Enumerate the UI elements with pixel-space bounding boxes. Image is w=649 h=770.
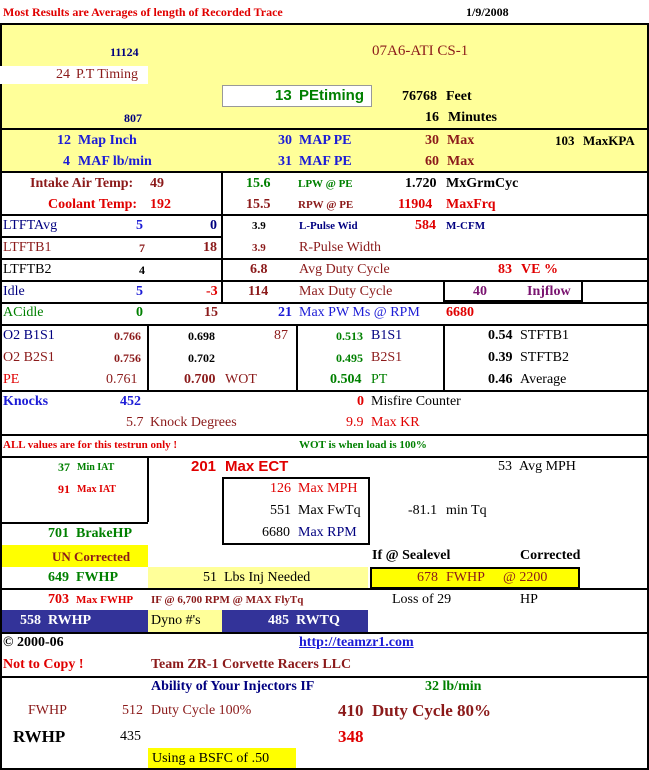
minutes-value: 16 xyxy=(425,110,439,125)
max30-value: 30 xyxy=(425,133,439,148)
lpw-label: LPW @ PE xyxy=(298,178,353,190)
ltft-avg-b: 0 xyxy=(210,218,217,233)
divider xyxy=(296,324,298,390)
max-pw-value: 21 xyxy=(278,305,292,320)
average-label: Average xyxy=(520,372,567,387)
lpulse-label: L-Pulse Wid xyxy=(299,220,358,232)
idle-a: 5 xyxy=(136,284,143,299)
max-rpm-label: Max RPM xyxy=(298,525,357,540)
knock-degrees-label: Knock Degrees xyxy=(150,415,237,430)
max-pw-label: Max PW Ms @ RPM xyxy=(299,305,420,320)
divider xyxy=(0,128,649,130)
footer-fwhp-label: FWHP xyxy=(28,703,67,718)
acidle-b: 15 xyxy=(204,305,218,320)
injflow-value: 40 xyxy=(473,284,487,299)
max-iat-value: 91 xyxy=(58,482,70,496)
maxkpa-value: 103 xyxy=(555,133,575,148)
maf-pe-label: MAF PE xyxy=(299,154,352,169)
lpulse-value: 3.9 xyxy=(252,220,266,232)
map-inch-value: 12 xyxy=(57,133,71,148)
max-kr-label: Max KR xyxy=(371,415,420,430)
if-sealevel-label: If @ Sealevel xyxy=(372,548,451,563)
map-pe-value: 30 xyxy=(278,133,292,148)
not-to-copy: Not to Copy ! xyxy=(3,657,84,672)
rwtq-value: 485 xyxy=(268,613,289,628)
if-6700-label: IF @ 6,700 RPM @ MAX FlyTq xyxy=(151,594,304,606)
val807: 807 xyxy=(124,111,142,125)
pt-timing-value: 24 xyxy=(56,67,70,82)
max-fwhp-value: 703 xyxy=(48,592,69,607)
r-b1s1-value: 0.513 xyxy=(336,329,363,343)
o2-pe-label: PE xyxy=(3,372,20,387)
acidle-label: ACidle xyxy=(3,305,44,320)
rpulse-value: 3.9 xyxy=(252,242,266,254)
max-ect-label: Max ECT xyxy=(225,458,289,475)
bsfc-label: Using a BSFC of .50 xyxy=(152,751,270,766)
rwtq-label: RWTQ xyxy=(296,613,340,628)
stftb2-value: 0.39 xyxy=(488,350,513,365)
corrected-fwhp-rpm: @ 2200 xyxy=(503,570,548,585)
max-fwtq-label: Max FwTq xyxy=(298,503,361,518)
min-iat-value: 37 xyxy=(58,460,70,474)
corrected-label: Corrected xyxy=(520,548,581,563)
divider xyxy=(0,632,649,634)
lpw-value: 15.6 xyxy=(246,176,271,191)
inj-needed-label: Lbs Inj Needed xyxy=(224,570,311,585)
stftb2-label: STFTB2 xyxy=(520,350,570,365)
max-duty-value: 114 xyxy=(248,284,269,299)
duty-80-value: 410 xyxy=(338,701,364,720)
coolant-label: Coolant Temp: xyxy=(48,197,138,212)
rwhp-label: RWHP xyxy=(48,613,92,628)
o2-b1s1-a: 0.766 xyxy=(114,329,141,343)
wot-note: WOT is when load is 100% xyxy=(299,439,427,451)
divider xyxy=(0,324,649,326)
mxgrmcyc-value: 1.720 xyxy=(405,176,437,191)
pt-timing-label: P.T Timing xyxy=(76,67,139,82)
max-pw-rpm: 6680 xyxy=(446,305,474,320)
misfire-value: 0 xyxy=(357,394,364,409)
feet-value: 76768 xyxy=(402,89,437,104)
max-mph-label: Max MPH xyxy=(298,481,358,496)
ltft-avg-label: LTFTAvg xyxy=(3,218,58,233)
ve-value: 83 xyxy=(498,262,512,277)
rpulse-label: R-Pulse Width xyxy=(299,240,382,255)
max-kr-value: 9.9 xyxy=(346,415,364,430)
header-date: 1/9/2008 xyxy=(466,5,509,19)
ve-label: VE % xyxy=(521,262,558,277)
corrected-fwhp-value: 678 xyxy=(417,570,438,585)
max-fwtq-value: 551 xyxy=(270,503,291,518)
min-tq-value: -81.1 xyxy=(408,503,438,518)
mcfm-value: 584 xyxy=(415,218,436,233)
avg-duty-value: 6.8 xyxy=(250,262,268,277)
teamzr1-link[interactable]: http://teamzr1.com xyxy=(299,635,414,650)
divider xyxy=(0,214,649,216)
inj-needed-value: 51 xyxy=(203,570,217,585)
divider xyxy=(147,324,149,390)
duty-100-label: Duty Cycle 100% xyxy=(151,703,252,718)
coolant-value: 192 xyxy=(150,197,171,212)
maf-pe-value: 31 xyxy=(278,154,292,169)
max-duty-label: Max Duty Cycle xyxy=(299,284,393,299)
duty-80-label: Duty Cycle 80% xyxy=(372,701,491,720)
ability-label: Ability of Your Injectors IF xyxy=(151,679,315,694)
divider xyxy=(0,236,222,238)
ltft-avg-a: 5 xyxy=(136,218,143,233)
brake-hp-label: BrakeHP xyxy=(76,526,132,541)
max-mph-value: 126 xyxy=(270,481,291,496)
footer-fwhp-value: 512 xyxy=(122,703,143,718)
rpw-value: 15.5 xyxy=(246,197,271,212)
avg-mph-label: Avg MPH xyxy=(519,459,576,474)
o2-b2s1-label: O2 B2S1 xyxy=(3,350,55,365)
idle-b: -3 xyxy=(206,284,218,299)
brake-hp-value: 701 xyxy=(48,526,69,541)
ltftb1-label: LTFTB1 xyxy=(3,240,52,255)
o2-b2s1-a: 0.756 xyxy=(114,351,141,365)
pt-value: 0.504 xyxy=(330,372,362,387)
misfire-label: Misfire Counter xyxy=(371,394,461,409)
max30-label: Max xyxy=(447,133,475,148)
ltftb1-b: 18 xyxy=(203,240,217,255)
minutes-label: Minutes xyxy=(448,110,497,125)
average-value: 0.46 xyxy=(488,372,513,387)
min-tq-label: min Tq xyxy=(446,503,487,518)
divider xyxy=(0,23,649,25)
copyright: © 2000-06 xyxy=(3,635,64,650)
max-rpm-value: 6680 xyxy=(262,525,290,540)
all-values-note: ALL values are for this testrun only ! xyxy=(3,439,178,451)
divider xyxy=(221,171,223,303)
wot-value: 0.700 xyxy=(184,372,216,387)
divider xyxy=(0,280,649,282)
o2-b1s1-b: 0.698 xyxy=(188,329,215,343)
fwhp-value: 649 xyxy=(48,570,69,585)
mxgrmcyc-label: MxGrmCyc xyxy=(446,176,519,191)
divider xyxy=(0,456,649,458)
o2-pe-a: 0.761 xyxy=(106,372,138,387)
header-title: Most Results are Averages of length of Recorded Trace xyxy=(3,5,283,19)
divider xyxy=(0,171,649,173)
pt-label: PT xyxy=(371,372,388,387)
team-name: Team ZR-1 Corvette Racers LLC xyxy=(151,657,352,672)
divider xyxy=(0,588,649,590)
ltftb1-a: 7 xyxy=(139,241,145,255)
r-b1s1-label: B1S1 xyxy=(371,328,403,343)
maxfrq-value: 11904 xyxy=(398,197,433,212)
acidle-a: 0 xyxy=(136,305,143,320)
lb-min-label: 32 lb/min xyxy=(425,679,482,694)
footer-rwhp-80: 348 xyxy=(338,727,364,746)
stftb1-label: STFTB1 xyxy=(520,328,570,343)
rwhp-value: 558 xyxy=(20,613,41,628)
footer-rwhp-value: 435 xyxy=(120,729,141,744)
divider xyxy=(0,302,649,304)
rpw-label: RPW @ PE xyxy=(298,199,354,211)
fwhp-label: FWHP xyxy=(76,570,118,585)
avg-mph-value: 53 xyxy=(498,459,512,474)
stftb1-value: 0.54 xyxy=(488,328,513,343)
maxfrq-label: MaxFrq xyxy=(446,197,496,212)
rwtq-fill xyxy=(222,610,368,632)
r-b2s1-value: 0.495 xyxy=(336,351,363,365)
vehicle-name: 07A6-ATI CS-1 xyxy=(372,43,469,59)
divider xyxy=(0,390,649,392)
hp-label: HP xyxy=(520,592,538,607)
wot-label: WOT xyxy=(225,372,257,387)
footer-rwhp-label: RWHP xyxy=(13,727,66,746)
mcfm-label: M-CFM xyxy=(446,220,486,232)
map-pe-label: MAP PE xyxy=(299,133,352,148)
max-fwhp-label: Max FWHP xyxy=(76,594,134,606)
maf-value: 4 xyxy=(63,154,70,169)
max-iat-label: Max IAT xyxy=(77,484,116,495)
iat-value: 49 xyxy=(150,176,164,191)
map-inch-label: Map Inch xyxy=(78,133,137,148)
maf-label: MAF lb/min xyxy=(78,154,152,169)
o2-b1s1-label: O2 B1S1 xyxy=(3,328,55,343)
divider xyxy=(0,676,649,678)
maxkpa-label: MaxKPA xyxy=(583,133,635,148)
knock-degrees-value: 5.7 xyxy=(126,415,144,430)
max-ect-value: 201 xyxy=(191,458,217,475)
idle-label: Idle xyxy=(3,284,25,299)
uncorrected-label: UN Corrected xyxy=(52,549,131,564)
r-b2s1-label: B2S1 xyxy=(371,350,403,365)
divider xyxy=(0,522,148,524)
loss-label: Loss of 29 xyxy=(392,592,452,607)
injflow-label: Injflow xyxy=(527,284,571,299)
ltftb2-a: 4 xyxy=(139,263,145,277)
max60-value: 60 xyxy=(425,154,439,169)
dyno-label: Dyno #'s xyxy=(151,613,201,628)
feet-label: Feet xyxy=(446,89,472,104)
knocks-label: Knocks xyxy=(3,394,49,409)
o2-b2s1-b: 0.702 xyxy=(188,351,215,365)
min-iat-label: Min IAT xyxy=(77,462,115,473)
knocks-value: 452 xyxy=(120,394,141,409)
pe-timing-label: PEtiming xyxy=(299,87,365,104)
pe-timing-value: 13 xyxy=(275,87,292,104)
max60-label: Max xyxy=(447,154,475,169)
ltftb2-label: LTFTB2 xyxy=(3,262,52,277)
avg-duty-label: Avg Duty Cycle xyxy=(299,262,390,277)
divider xyxy=(0,258,649,260)
divider xyxy=(147,456,149,522)
divider xyxy=(443,324,445,390)
iat-label: Intake Air Temp: xyxy=(30,176,134,191)
o2-b1s1-c: 87 xyxy=(274,328,288,343)
divider xyxy=(0,23,2,770)
runs-value: 11124 xyxy=(110,45,139,59)
corrected-fwhp-label: FWHP xyxy=(446,570,485,585)
divider xyxy=(0,434,649,436)
